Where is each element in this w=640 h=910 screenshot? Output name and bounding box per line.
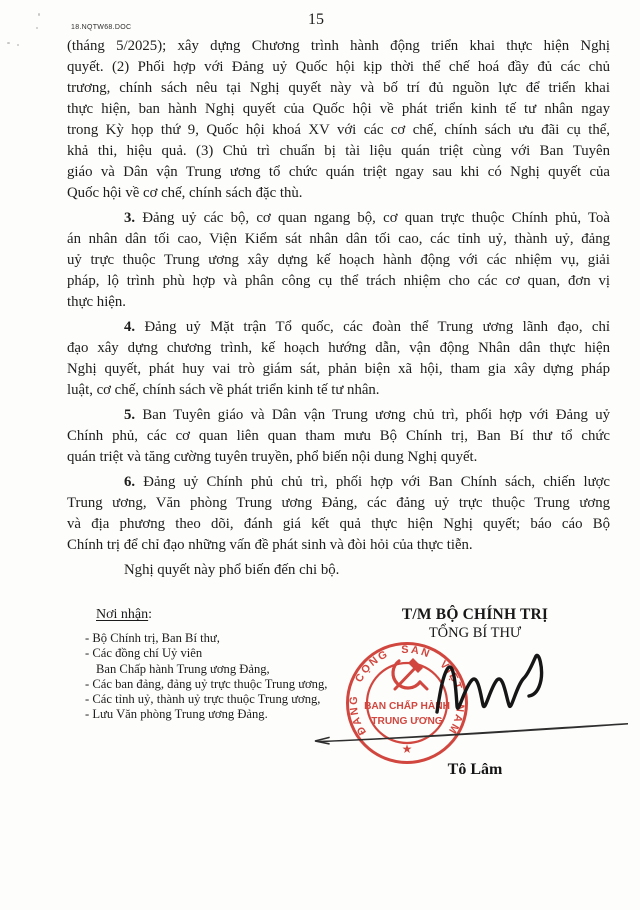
signature-flourish-stroke [315, 723, 628, 742]
recipient-item: - Bộ Chính trị, Ban Bí thư, [85, 631, 220, 645]
body-line: quyết. (2) Phối hợp với Đảng uỷ Quốc hội kịp thời thể chế hoá đầy đủ các chủ [67, 59, 610, 75]
body-line: khả thi, hiệu quả. (3) Chủ trì chuẩn bị tài liệu quán triệt cùng với Ban Tuyên [67, 143, 610, 159]
scan-speck [7, 42, 10, 44]
body-line: Chính trị để chỉ đạo những vấn đề phát sinh và đòi hỏi của thực tiễn. [67, 537, 473, 553]
signature-scribble [437, 655, 542, 712]
seal-ring-text: ĐẢNG CỘNG SẢN VIỆT NAM [347, 643, 467, 738]
doc-reference: 18.NQTW68.DOC [71, 24, 132, 31]
recipient-item: - Lưu Văn phòng Trung ương Đảng. [85, 707, 268, 722]
recipients-label-colon: : [148, 607, 153, 622]
paragraph [67, 36, 610, 204]
recipient-item: Ban Chấp hành Trung ương Đảng, [96, 661, 270, 676]
recipient-item: - Các ban đảng, đảng uỷ trực thuộc Trung ương, [85, 676, 328, 691]
signing-authority: T/M BỘ CHÍNH TRỊ [401, 606, 549, 623]
paragraph [67, 560, 610, 581]
body-line: 5. Ban Tuyên giáo và Dân vận Trung ương chủ trì, phối hợp với Đảng uỷ [124, 407, 610, 423]
body-line: pháp, lộ trình phù hợp và phân công cụ thể trách nhiệm cho các cơ quan, đơn vị [67, 273, 610, 289]
paragraph-number: 5. [124, 407, 136, 423]
recipient-item: - Các đồng chí Uỷ viên [85, 646, 203, 661]
page-number: 15 [308, 11, 324, 28]
body-line: trương, chính sách nêu tại Nghị quyết này và bố trí đủ nguồn lực để triển khai [67, 80, 610, 96]
body-line: án nhân dân tối cao, Viện Kiểm sát nhân dân tối cao, các tỉnh uỷ, thành uỷ, đảng [67, 231, 610, 247]
body-line: (tháng 5/2025); xây dựng Chương trình hành động triển khai thực hiện Nghị [67, 38, 610, 54]
recipients-label-text: Nơi nhận [96, 607, 149, 622]
body-line: quán triệt và tăng cường tuyên truyền, phổ biến nội dung Nghị quyết. [67, 449, 478, 465]
seal-star-icon: ★ [401, 742, 413, 756]
body-line: Chính phủ, các cơ quan liên quan tham mưu Bộ Chính trị, Ban Bí thư tổ chức [67, 428, 610, 444]
seal-center-line2: TRUNG ƯƠNG [371, 716, 443, 727]
body-line: Quốc hội về cơ chế, chính sách đặc thù. [67, 185, 303, 201]
handwritten-signature [298, 650, 640, 746]
body-line: đạo xây dựng chương trình, kế hoạch hướng dẫn, vận động Nhân dân thực hiện [67, 340, 610, 356]
body-line: luật, cơ chế, chính sách về phát triển kinh tế tư nhân. [67, 382, 380, 398]
seal-center-line1: BAN CHẤP HÀNH [364, 701, 450, 712]
body-line: trong Kỳ họp thứ 9, Quốc hội khoá XV với các cơ chế, chính sách ưu đãi cụ thể, [67, 122, 610, 138]
body-line: Nghị quyết, phát huy vai trò giám sát, phản biện xã hội, tham gia xây dựng pháp [67, 361, 610, 377]
recipients-label [96, 607, 385, 623]
body-line: 6. Đảng uỷ Chính phủ chủ trì, phối hợp với Ban Chính sách, chiến lược [124, 474, 610, 490]
paragraph [67, 472, 610, 556]
body-line: Trung ương, Văn phòng Trung ương Đảng, các đảng uỷ trực thuộc Trung ương [67, 495, 610, 511]
body-line: thực hiện. [67, 294, 126, 310]
paragraph [67, 405, 610, 468]
scan-speck [38, 13, 40, 16]
scan-speck [17, 44, 19, 46]
paragraph [67, 208, 610, 313]
signer-title: TỔNG BÍ THƯ [428, 625, 522, 641]
paragraph-number: 3. [124, 210, 136, 226]
body-line: uỷ trực thuộc Trung ương xây dựng kế hoạch hành động với các nhiệm vụ, giải [67, 252, 610, 268]
body-line: thực hiện, ban hành Nghị quyết của Quốc hội về phát triển kinh tế tư nhân ngay [67, 101, 610, 117]
paragraph-number: 4. [124, 319, 136, 335]
signature-block [355, 606, 595, 642]
body-line: giáo và Dân vận Trung ương tổ chức quán triệt ngay sau khi có Nghị quyết của [67, 164, 610, 180]
body-line: 4. Đảng uỷ Mặt trận Tổ quốc, các đoàn thể Trung ương lãnh đạo, chỉ [124, 319, 610, 335]
body-text [67, 36, 610, 581]
body-line: 3. Đảng uỷ các bộ, cơ quan ngang bộ, cơ quan trực thuộc Chính phủ, Toà [124, 210, 610, 226]
body-line: Nghị quyết này phổ biến đến chi bộ. [124, 562, 340, 578]
signer-name: Tô Lâm [447, 761, 503, 778]
recipient-item: - Các tỉnh uỷ, thành uỷ trực thuộc Trung ương, [85, 692, 321, 707]
paragraph-number: 6. [124, 474, 136, 490]
body-line: và địa phương theo dõi, đánh giá kết quả thực hiện Nghị quyết; báo cáo Bộ [67, 516, 610, 532]
paragraph [67, 317, 610, 401]
scan-speck [36, 27, 38, 29]
